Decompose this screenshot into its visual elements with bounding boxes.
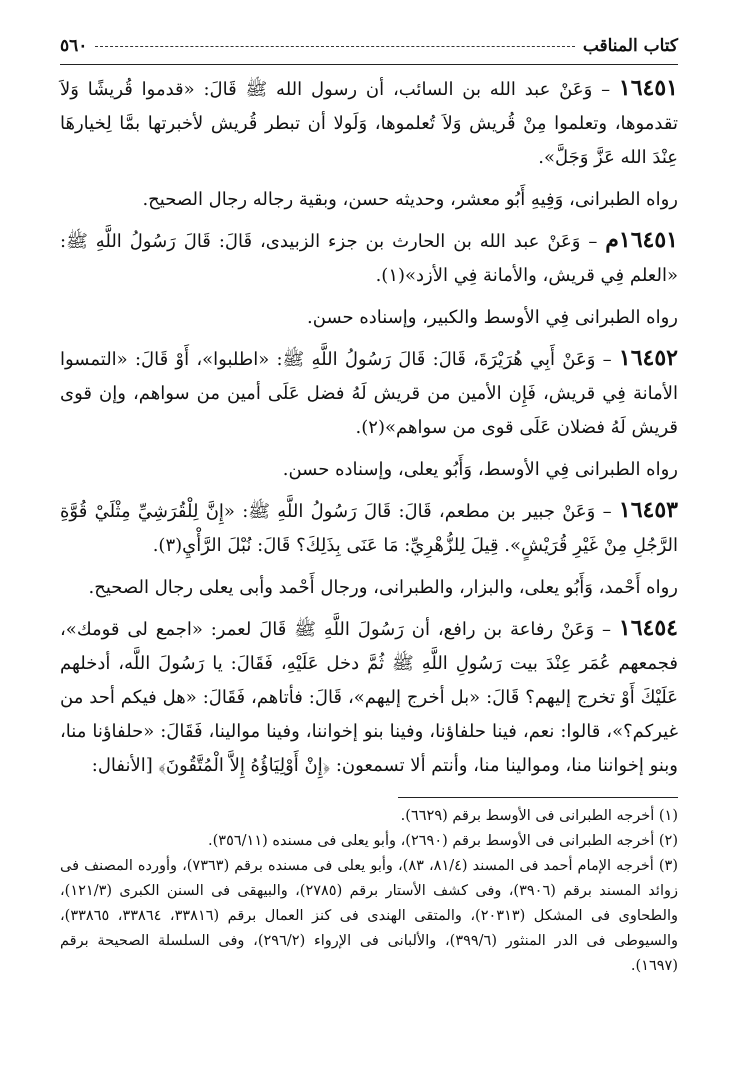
footnote: (٢) أخرجه الطبرانى فى الأوسط برقم (٢٦٩٠)، وأبو يعلى فى مسنده (٣٥٦/١١).: [208, 833, 678, 849]
hadith-number: ١٦٤٥٣: [618, 497, 678, 523]
hadith-number: ١٦٤٥١م: [605, 227, 678, 253]
hadith-text: وَعَنْ عبد الله بن السائب، أن رسول الله ﷺ قَالَ: «قدموا قُريشًا وَلاَ تقدموها، وتعلموا مِنْ قُريش وَلاَ تُعلموها، وَلَولا أن تبطر قُريش لأخبرتها بمَّا لِخيارهَا عِنْدَ الله عَزَّ وَجَلَّ».: [60, 79, 678, 168]
hadith-riwaya: رواه الطبرانى فِي الأوسط والكبير، وإسناده حسن.: [307, 307, 678, 328]
book-title: كتاب المناقب: [582, 36, 678, 56]
hadith-text: وَعَنْ عبد الله بن الحارث بن جزء الزبيدى، قَالَ: قَالَ رَسُولُ اللَّهِ ﷺ: «العلم فِي قريش، والأمانة فِي الأزد»(١).: [60, 231, 678, 286]
hadith-number: ١٦٤٥٤: [618, 615, 678, 641]
page-header: [60, 28, 678, 65]
hadith-text: وَعَنْ أَبِي هُرَيْرَةَ، قَالَ: قَالَ رَسُولُ اللَّهِ ﷺ: «اطلبوا»، أَوْ قَالَ: «التمسوا الأمانة فِي قريش، فَإِن الأمين من قريش لَهُ فضل عَلَى أمين من سواهم، وإن قوى قريش لَهُ فضلان عَلَى قوى من سواهم»(٢).: [60, 349, 678, 438]
hadith-number: ١٦٤٥٢: [618, 345, 678, 371]
hadith-block: ١٦٤٥١م – وَعَنْ عبد الله بن الحارث بن جزء الزبيدى، قَالَ: قَالَ رَسُولُ اللَّهِ ﷺ: «العلم فِي قريش، والأمانة فِي الأزد»(١). رواه الطبرانى فِي الأوسط والكبير، وإسناده حسن.: [60, 223, 678, 335]
page-body: [60, 71, 678, 783]
footnote-divider: [398, 797, 678, 798]
hadith-riwaya: رواه الطبرانى، وَفِيهِ أَبُو معشر، وحديثه حسن، وبقية رجاله رجال الصحيح.: [142, 189, 678, 210]
page-number: ٥٦٠: [60, 36, 88, 56]
hadith-riwaya: رواه الطبرانى فِي الأوسط، وَأَبُو يعلى، وإسناده حسن.: [282, 459, 678, 480]
footnote: (١) أخرجه الطبرانى فى الأوسط برقم (٦٦٢٩).: [400, 808, 678, 824]
header-dashed-rule: [95, 46, 574, 47]
hadith-riwaya: رواه أَحْمد، وَأَبُو يعلى، والبزار، والطبرانى، ورجال أَحْمد وأبى يعلى رجال الصحيح.: [88, 577, 678, 598]
footnote: (٣) أخرجه الإمام أحمد فى المسند (٨١/٤، ٨٣)، وأبو يعلى فى مسنده برقم (٧٣٦٣)، وأورده المصنف فى زوائد المسند برقم (٣٩٠٦)، وفى كشف الأستار برقم (٢٧٨٥)، والبيهقى فى السنن الكبرى (١٢١/٣)، والطحاوى فى المشكل (٢٠٣١٣)، والمتقى الهندى فى كنز العمال برقم (٣٣٨١٦، ٣٣٨٦٤، ٣٣٨٦٥)، والسيوطى فى الدر المنثور (٣٩٩/٦)، والألبانى فى الإرواء (٢٩٦/٢)، وفى السلسلة الصحيحة برقم (١٦٩٧).: [60, 858, 679, 974]
hadith-block: ١٦٤٥٢ – وَعَنْ أَبِي هُرَيْرَةَ، قَالَ: قَالَ رَسُولُ اللَّهِ ﷺ: «اطلبوا»، أَوْ قَالَ: «التمسوا الأمانة فِي قريش، فَإِن الأمين من قريش لَهُ فضل عَلَى أمين من سواهم، وإن قوى قريش لَهُ فضلان عَلَى قوى من سواهم»(٢). رواه الطبرانى فِي الأوسط، وَأَبُو يعلى، وإسناده حسن.: [60, 341, 678, 487]
hadith-block: ١٦٤٥٤ – وَعَنْ رفاعة بن رافع، أن رَسُولَ اللَّهِ ﷺ قَالَ لعمر: «اجمع لى قومك»، فجمعهم عُمَر عِنْدَ بيت رَسُولِ اللَّهِ ﷺ ثُمَّ دخل عَلَيْهِ، فَقَالَ: يا رَسُولَ اللَّه، أدخلهم عَلَيْكَ أَوْ تخرج إليهم؟ قَالَ: «بل أخرج إليهم»، قَالَ: فأتاهم، فَقَالَ: «هل فيكم أحد من غيركم؟»، قالوا: نعم، فينا حلفاؤنا، وفينا بنو إخواننا، وفينا موالينا، فَقَالَ: «حلفاؤنا منا، وبنو إخواننا منا، وموالينا منا، وأنتم ألا تسمعون: ﴿إِنْ أَوْلِيَاؤُهُ إِلاَّ الْمُتَّقُونَ﴾ [الأنفال:: [60, 615, 678, 776]
hadith-block: ١٦٤٥١ – وَعَنْ عبد الله بن السائب، أن رسول الله ﷺ قَالَ: «قدموا قُريشًا وَلاَ تقدموها، وتعلموا مِنْ قُريش وَلاَ تُعلموها، وَلَولا أن تبطر قُريش لأخبرتها بمَّا لِخيارهَا عِنْدَ الله عَزَّ وَجَلَّ». رواه الطبرانى، وَفِيهِ أَبُو معشر، وحديثه حسن، وبقية رجاله رجال الصحيح.: [60, 71, 678, 217]
hadith-text: وَعَنْ جبير بن مطعم، قَالَ: قَالَ رَسُولُ اللَّهِ ﷺ: «إِنَّ لِلْقُرَشِيِّ مِثْلَيْ قُوَّةِ الرَّجُلِ مِنْ غَيْرِ قُرَيْشٍ». قِيلَ لِلزُّهْرِيِّ: مَا عَنَى بِذَلِكَ؟ قَالَ: نُبْلَ الرَّأْيِ(٣).: [60, 501, 678, 556]
hadith-number: ١٦٤٥١: [618, 75, 678, 101]
hadith-block: ١٦٤٥٣ – وَعَنْ جبير بن مطعم، قَالَ: قَالَ رَسُولُ اللَّهِ ﷺ: «إِنَّ لِلْقُرَشِيِّ مِثْلَيْ قُوَّةِ الرَّجُلِ مِنْ غَيْرِ قُرَيْشٍ». قِيلَ لِلزُّهْرِيِّ: مَا عَنَى بِذَلِكَ؟ قَالَ: نُبْلَ الرَّأْيِ(٣). رواه أَحْمد، وَأَبُو يعلى، والبزار، والطبرانى، ورجال أَحْمد وأبى يعلى رجال الصحيح.: [60, 493, 678, 605]
footnotes: [60, 804, 678, 979]
hadith-text: وَعَنْ رفاعة بن رافع، أن رَسُولَ اللَّهِ ﷺ قَالَ لعمر: «اجمع لى قومك»، فجمعهم عُمَر عِنْدَ بيت رَسُولِ اللَّهِ ﷺ ثُمَّ دخل عَلَيْهِ، فَقَالَ: يا رَسُولَ اللَّه، أدخلهم عَلَيْكَ أَوْ تخرج إليهم؟ قَالَ: «بل أخرج إليهم»، قَالَ: فأتاهم، فَقَالَ: «هل فيكم أحد من غيركم؟»، قالوا: نعم، فينا حلفاؤنا، وفينا بنو إخواننا، وفينا موالينا، فَقَالَ: «حلفاؤنا منا، وبنو إخواننا منا، وموالينا منا، وأنتم ألا تسمعون: ﴿إِنْ أَوْلِيَاؤُهُ إِلاَّ الْمُتَّقُونَ﴾ [الأنفال:: [60, 619, 678, 776]
